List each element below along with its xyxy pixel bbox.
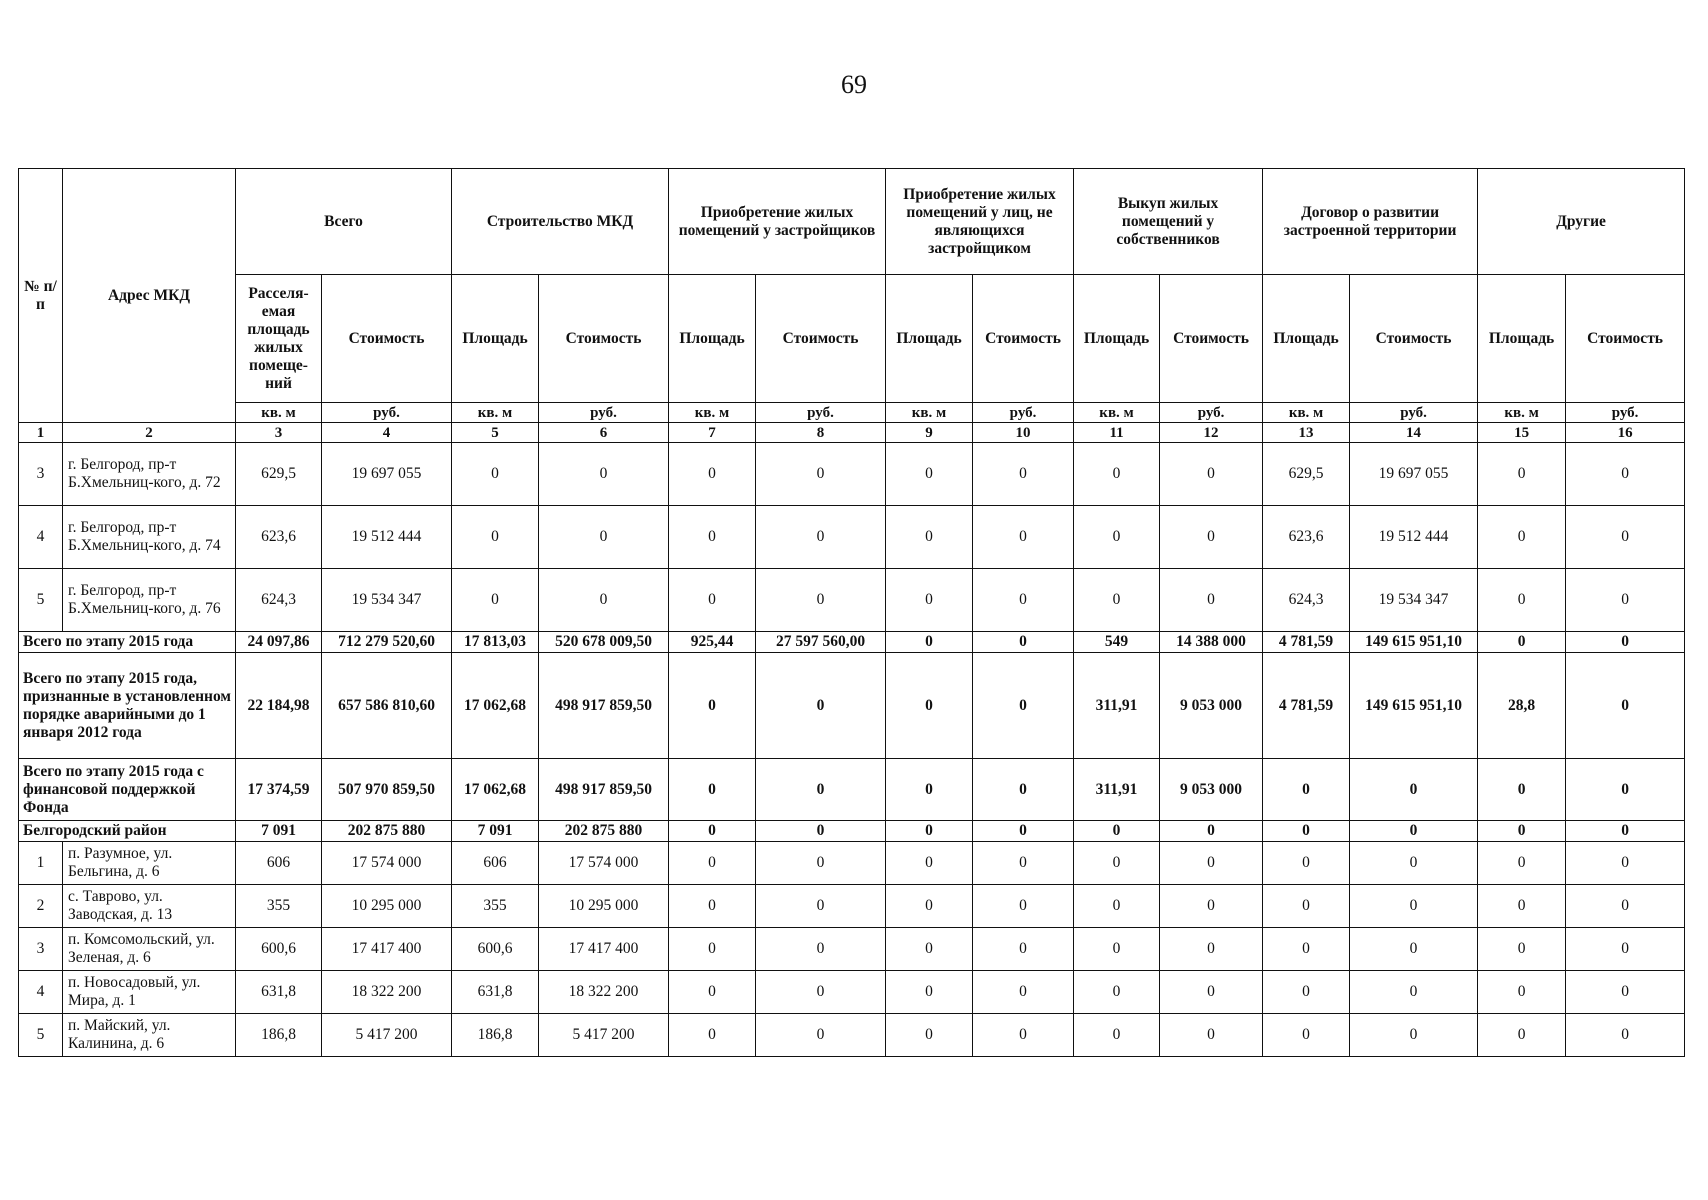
- unit-sqm: кв. м: [236, 403, 322, 423]
- area-cell: 17 062,68: [452, 653, 539, 759]
- area-cell: 0: [886, 653, 973, 759]
- area-cell: 17 374,59: [236, 759, 322, 821]
- address-cell: п. Новосадовый, ул. Мира, д. 1: [63, 971, 236, 1014]
- cost-cell: 19 534 347: [322, 569, 452, 632]
- cost-cell: 149 615 951,10: [1350, 632, 1478, 653]
- cost-cell: 0: [973, 842, 1074, 885]
- cost-cell: 0: [1350, 885, 1478, 928]
- area-cell: 0: [1074, 1014, 1160, 1057]
- header-cost: Стоимость: [1350, 275, 1478, 403]
- cost-cell: 9 053 000: [1160, 759, 1263, 821]
- header-subrow: [19, 275, 1685, 403]
- unit-sqm: кв. м: [1074, 403, 1160, 423]
- header-group-purchase-developers: Приобретение жилых помещений у застройщиков: [669, 169, 886, 275]
- cost-cell: 149 615 951,10: [1350, 653, 1478, 759]
- unit-sqm: кв. м: [886, 403, 973, 423]
- area-cell: 0: [669, 842, 756, 885]
- area-cell: 0: [669, 653, 756, 759]
- area-cell: 0: [1263, 885, 1350, 928]
- header-cost: Стоимость: [1566, 275, 1685, 403]
- cost-cell: 0: [1350, 759, 1478, 821]
- area-cell: 4 781,59: [1263, 653, 1350, 759]
- area-cell: 0: [1478, 1014, 1566, 1057]
- cost-cell: 0: [756, 928, 886, 971]
- header-group-territory-contract: Договор о развитии застроенной территории: [1263, 169, 1478, 275]
- area-cell: 0: [669, 506, 756, 569]
- cost-cell: 5 417 200: [322, 1014, 452, 1057]
- area-cell: 0: [886, 821, 973, 842]
- area-cell: 0: [669, 443, 756, 506]
- header-units-row: [19, 403, 1685, 423]
- header-group-total: Всего: [236, 169, 452, 275]
- cost-cell: 17 417 400: [322, 928, 452, 971]
- column-number: 16: [1566, 423, 1685, 443]
- cost-cell: 0: [973, 653, 1074, 759]
- cost-cell: 0: [756, 506, 886, 569]
- area-cell: 623,6: [1263, 506, 1350, 569]
- unit-rub: руб.: [1350, 403, 1478, 423]
- page-number: 69: [841, 70, 867, 99]
- row-number: 1: [19, 842, 63, 885]
- area-cell: 0: [886, 885, 973, 928]
- area-cell: 0: [1074, 842, 1160, 885]
- area-cell: 0: [1478, 759, 1566, 821]
- area-cell: 0: [886, 842, 973, 885]
- cost-cell: 202 875 880: [322, 821, 452, 842]
- header-group-construction: Строительство МКД: [452, 169, 669, 275]
- cost-cell: 19 697 055: [322, 443, 452, 506]
- cost-cell: 0: [973, 1014, 1074, 1057]
- total-label: Всего по этапу 2015 года, признанные в установленном порядке аварийными до 1 января 2012 года: [19, 653, 236, 759]
- table-row: [19, 569, 1685, 632]
- cost-cell: 0: [756, 971, 886, 1014]
- area-cell: 0: [669, 928, 756, 971]
- unit-rub: руб.: [1566, 403, 1685, 423]
- cost-cell: 0: [1566, 759, 1685, 821]
- area-cell: 0: [1478, 443, 1566, 506]
- area-cell: 7 091: [452, 821, 539, 842]
- area-cell: 600,6: [452, 928, 539, 971]
- cost-cell: 19 512 444: [322, 506, 452, 569]
- column-number: 14: [1350, 423, 1478, 443]
- cost-cell: 0: [1350, 971, 1478, 1014]
- resettlement-table-container: [18, 168, 1684, 1057]
- unit-rub: руб.: [1160, 403, 1263, 423]
- cost-cell: 17 574 000: [322, 842, 452, 885]
- table-row: [19, 842, 1685, 885]
- cost-cell: 0: [973, 759, 1074, 821]
- header-area: Площадь: [669, 275, 756, 403]
- column-number: 1: [19, 423, 63, 443]
- unit-rub: руб.: [539, 403, 669, 423]
- cost-cell: 0: [1160, 971, 1263, 1014]
- area-cell: 0: [1263, 1014, 1350, 1057]
- header-cost: Стоимость: [756, 275, 886, 403]
- area-cell: 0: [1074, 506, 1160, 569]
- cost-cell: 498 917 859,50: [539, 759, 669, 821]
- area-cell: 631,8: [236, 971, 322, 1014]
- area-cell: 0: [1263, 842, 1350, 885]
- cost-cell: 19 534 347: [1350, 569, 1478, 632]
- cost-cell: 17 417 400: [539, 928, 669, 971]
- area-cell: 0: [886, 971, 973, 1014]
- column-number: 10: [973, 423, 1074, 443]
- cost-cell: 0: [1160, 569, 1263, 632]
- cost-cell: 0: [973, 569, 1074, 632]
- area-cell: 0: [886, 1014, 973, 1057]
- area-cell: 0: [886, 759, 973, 821]
- column-number: 8: [756, 423, 886, 443]
- area-cell: 624,3: [236, 569, 322, 632]
- cost-cell: 5 417 200: [539, 1014, 669, 1057]
- row-number: 5: [19, 1014, 63, 1057]
- cost-cell: 18 322 200: [539, 971, 669, 1014]
- total-row: [19, 759, 1685, 821]
- cost-cell: 0: [1566, 506, 1685, 569]
- address-cell: г. Белгород, пр-т Б.Хмельниц-кого, д. 76: [63, 569, 236, 632]
- cost-cell: 0: [1566, 653, 1685, 759]
- column-number: 9: [886, 423, 973, 443]
- area-cell: 600,6: [236, 928, 322, 971]
- cost-cell: 0: [1566, 569, 1685, 632]
- area-cell: 0: [669, 569, 756, 632]
- cost-cell: 17 574 000: [539, 842, 669, 885]
- area-cell: 623,6: [236, 506, 322, 569]
- area-cell: 549: [1074, 632, 1160, 653]
- area-cell: 0: [1263, 759, 1350, 821]
- cost-cell: 0: [1350, 928, 1478, 971]
- cost-cell: 0: [1160, 443, 1263, 506]
- unit-sqm: кв. м: [452, 403, 539, 423]
- cost-cell: 657 586 810,60: [322, 653, 452, 759]
- column-number-row: [19, 423, 1685, 443]
- cost-cell: 0: [1566, 971, 1685, 1014]
- header-address: Адрес МКД: [63, 169, 236, 423]
- cost-cell: 0: [1160, 842, 1263, 885]
- row-number: 5: [19, 569, 63, 632]
- cost-cell: 0: [1566, 842, 1685, 885]
- cost-cell: 0: [1566, 632, 1685, 653]
- area-cell: 0: [886, 928, 973, 971]
- area-cell: 0: [1074, 885, 1160, 928]
- area-cell: 355: [236, 885, 322, 928]
- area-cell: 0: [1263, 821, 1350, 842]
- header-cost: Стоимость: [322, 275, 452, 403]
- area-cell: 0: [886, 506, 973, 569]
- area-cell: 0: [1074, 971, 1160, 1014]
- header-area: Площадь: [1074, 275, 1160, 403]
- header-area: Площадь: [1478, 275, 1566, 403]
- cost-cell: 507 970 859,50: [322, 759, 452, 821]
- header-area: Площадь: [452, 275, 539, 403]
- area-cell: 0: [886, 443, 973, 506]
- total-row: [19, 632, 1685, 653]
- area-cell: 186,8: [236, 1014, 322, 1057]
- area-cell: 0: [1478, 569, 1566, 632]
- unit-sqm: кв. м: [1478, 403, 1566, 423]
- cost-cell: 0: [539, 443, 669, 506]
- cost-cell: 0: [539, 506, 669, 569]
- cost-cell: 0: [756, 653, 886, 759]
- cost-cell: 498 917 859,50: [539, 653, 669, 759]
- header-group-purchase-non-developers: Приобретение жилых помещений у лиц, не являющихся застройщиком: [886, 169, 1074, 275]
- area-cell: 186,8: [452, 1014, 539, 1057]
- cost-cell: 0: [973, 928, 1074, 971]
- header-num: № п/п: [19, 169, 63, 423]
- cost-cell: 0: [1566, 928, 1685, 971]
- cost-cell: 712 279 520,60: [322, 632, 452, 653]
- cost-cell: 0: [1350, 821, 1478, 842]
- area-cell: 0: [669, 1014, 756, 1057]
- header-cost: Стоимость: [973, 275, 1074, 403]
- area-cell: 0: [1478, 506, 1566, 569]
- header-group-other: Другие: [1478, 169, 1685, 275]
- column-number: 3: [236, 423, 322, 443]
- row-number: 4: [19, 971, 63, 1014]
- cost-cell: 0: [756, 885, 886, 928]
- column-number: 2: [63, 423, 236, 443]
- cost-cell: 0: [973, 885, 1074, 928]
- area-cell: 0: [886, 632, 973, 653]
- area-cell: 355: [452, 885, 539, 928]
- area-cell: 624,3: [1263, 569, 1350, 632]
- address-cell: п. Майский, ул. Калинина, д. 6: [63, 1014, 236, 1057]
- total-label: Белгородский район: [19, 821, 236, 842]
- unit-rub: руб.: [756, 403, 886, 423]
- area-cell: 0: [669, 971, 756, 1014]
- area-cell: 0: [1263, 971, 1350, 1014]
- unit-sqm: кв. м: [1263, 403, 1350, 423]
- cost-cell: 0: [1350, 842, 1478, 885]
- area-cell: 0: [1263, 928, 1350, 971]
- area-cell: 0: [452, 443, 539, 506]
- row-number: 3: [19, 928, 63, 971]
- area-cell: 17 062,68: [452, 759, 539, 821]
- cost-cell: 10 295 000: [322, 885, 452, 928]
- column-number: 5: [452, 423, 539, 443]
- resettlement-table: [18, 168, 1685, 1057]
- header-cost: Стоимость: [539, 275, 669, 403]
- cost-cell: 0: [1566, 821, 1685, 842]
- cost-cell: 0: [1160, 885, 1263, 928]
- column-number: 7: [669, 423, 756, 443]
- cost-cell: 0: [756, 821, 886, 842]
- area-cell: 0: [669, 759, 756, 821]
- area-cell: 7 091: [236, 821, 322, 842]
- cost-cell: 19 512 444: [1350, 506, 1478, 569]
- area-cell: 629,5: [1263, 443, 1350, 506]
- table-row: [19, 928, 1685, 971]
- area-cell: 629,5: [236, 443, 322, 506]
- cost-cell: 0: [539, 569, 669, 632]
- cost-cell: 19 697 055: [1350, 443, 1478, 506]
- column-number: 15: [1478, 423, 1566, 443]
- cost-cell: 0: [1566, 1014, 1685, 1057]
- cost-cell: 18 322 200: [322, 971, 452, 1014]
- area-cell: 311,91: [1074, 653, 1160, 759]
- area-cell: 24 097,86: [236, 632, 322, 653]
- area-cell: 311,91: [1074, 759, 1160, 821]
- cost-cell: 0: [756, 443, 886, 506]
- total-row: [19, 821, 1685, 842]
- area-cell: 0: [1478, 971, 1566, 1014]
- cost-cell: 0: [1566, 443, 1685, 506]
- table-row: [19, 443, 1685, 506]
- area-cell: 22 184,98: [236, 653, 322, 759]
- header-group-buyout: Выкуп жилых помещений у собственников: [1074, 169, 1263, 275]
- header-area: Площадь: [1263, 275, 1350, 403]
- address-cell: п. Разумное, ул. Бельгина, д. 6: [63, 842, 236, 885]
- area-cell: 0: [1074, 569, 1160, 632]
- column-number: 4: [322, 423, 452, 443]
- address-cell: г. Белгород, пр-т Б.Хмельниц-кого, д. 72: [63, 443, 236, 506]
- address-cell: с. Таврово, ул. Заводская, д. 13: [63, 885, 236, 928]
- table-header: [19, 169, 1685, 443]
- area-cell: 631,8: [452, 971, 539, 1014]
- cost-cell: 0: [1350, 1014, 1478, 1057]
- area-cell: 0: [1478, 821, 1566, 842]
- area-cell: 0: [1478, 842, 1566, 885]
- table-row: [19, 885, 1685, 928]
- total-label: Всего по этапу 2015 года: [19, 632, 236, 653]
- unit-rub: руб.: [973, 403, 1074, 423]
- cost-cell: 520 678 009,50: [539, 632, 669, 653]
- cost-cell: 0: [1160, 821, 1263, 842]
- cost-cell: 0: [973, 971, 1074, 1014]
- total-row: [19, 653, 1685, 759]
- area-cell: 0: [1074, 821, 1160, 842]
- row-number: 2: [19, 885, 63, 928]
- cost-cell: 202 875 880: [539, 821, 669, 842]
- area-cell: 17 813,03: [452, 632, 539, 653]
- area-cell: 606: [236, 842, 322, 885]
- area-cell: 0: [886, 569, 973, 632]
- cost-cell: 0: [756, 1014, 886, 1057]
- area-cell: 0: [669, 821, 756, 842]
- cost-cell: 0: [756, 759, 886, 821]
- cost-cell: 0: [973, 506, 1074, 569]
- area-cell: 4 781,59: [1263, 632, 1350, 653]
- cost-cell: 0: [1160, 506, 1263, 569]
- column-number: 6: [539, 423, 669, 443]
- cost-cell: 14 388 000: [1160, 632, 1263, 653]
- area-cell: 0: [452, 569, 539, 632]
- cost-cell: 0: [973, 443, 1074, 506]
- column-number: 13: [1263, 423, 1350, 443]
- cost-cell: 0: [973, 632, 1074, 653]
- area-cell: 925,44: [669, 632, 756, 653]
- area-cell: 0: [452, 506, 539, 569]
- cost-cell: 0: [756, 569, 886, 632]
- area-cell: 0: [1478, 928, 1566, 971]
- address-cell: г. Белгород, пр-т Б.Хмельниц-кого, д. 74: [63, 506, 236, 569]
- cost-cell: 9 053 000: [1160, 653, 1263, 759]
- unit-rub: руб.: [322, 403, 452, 423]
- cost-cell: 0: [1160, 1014, 1263, 1057]
- area-cell: 0: [669, 885, 756, 928]
- cost-cell: 0: [756, 842, 886, 885]
- header-area: Площадь: [886, 275, 973, 403]
- column-number: 11: [1074, 423, 1160, 443]
- total-label: Всего по этапу 2015 года с финансовой поддержкой Фонда: [19, 759, 236, 821]
- column-number: 12: [1160, 423, 1263, 443]
- unit-sqm: кв. м: [669, 403, 756, 423]
- table-row: [19, 1014, 1685, 1057]
- header-resettled-area: Расселя-емая площадь жилых помеще-ний: [236, 275, 322, 403]
- cost-cell: 27 597 560,00: [756, 632, 886, 653]
- area-cell: 0: [1478, 632, 1566, 653]
- area-cell: 606: [452, 842, 539, 885]
- row-number: 3: [19, 443, 63, 506]
- cost-cell: 10 295 000: [539, 885, 669, 928]
- address-cell: п. Комсомольский, ул. Зеленая, д. 6: [63, 928, 236, 971]
- table-row: [19, 971, 1685, 1014]
- cost-cell: 0: [973, 821, 1074, 842]
- cost-cell: 0: [1160, 928, 1263, 971]
- area-cell: 0: [1074, 928, 1160, 971]
- row-number: 4: [19, 506, 63, 569]
- area-cell: 28,8: [1478, 653, 1566, 759]
- table-body: [19, 443, 1685, 1057]
- cost-cell: 0: [1566, 885, 1685, 928]
- area-cell: 0: [1478, 885, 1566, 928]
- area-cell: 0: [1074, 443, 1160, 506]
- table-row: [19, 506, 1685, 569]
- header-cost: Стоимость: [1160, 275, 1263, 403]
